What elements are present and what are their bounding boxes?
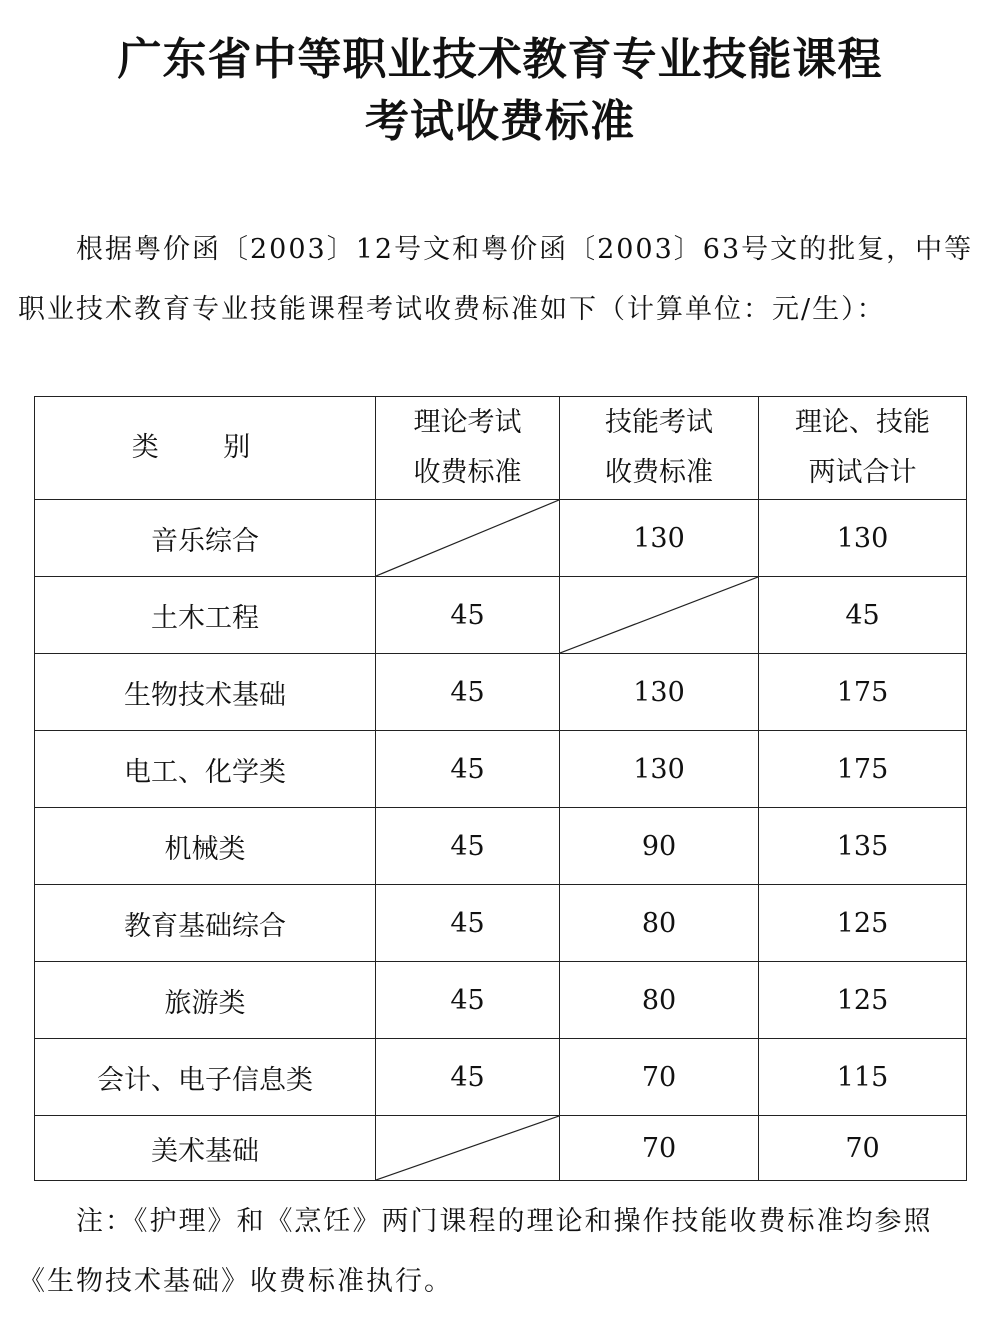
diagonal-slash xyxy=(560,577,758,653)
header-category: 类 别 xyxy=(35,397,376,500)
cell-total: 175 xyxy=(759,654,967,731)
page-title-line1: 广东省中等职业技术教育专业技能课程 xyxy=(117,34,883,85)
table-row xyxy=(35,885,967,962)
empty-cell-diagonal xyxy=(376,500,560,577)
cell-category: 机械类 xyxy=(35,808,376,885)
cell-total: 115 xyxy=(759,1039,967,1116)
cell-skill: 70 xyxy=(560,1116,759,1181)
header-skill-fee: 技能考试 收费标准 xyxy=(560,397,759,500)
cell-theory: 45 xyxy=(376,808,560,885)
cell-category: 音乐综合 xyxy=(35,500,376,577)
empty-cell-diagonal xyxy=(560,577,759,654)
header-theory-fee: 理论考试 收费标准 xyxy=(376,397,560,500)
table-row xyxy=(35,500,967,577)
cell-theory: 45 xyxy=(376,962,560,1039)
cell-total: 125 xyxy=(759,885,967,962)
diagonal-slash xyxy=(376,1116,559,1180)
page-title-line2: 考试收费标准 xyxy=(365,96,635,147)
cell-skill: 80 xyxy=(560,885,759,962)
table-body xyxy=(35,500,967,1181)
table-row xyxy=(35,731,967,808)
table-row xyxy=(35,1039,967,1116)
table-row xyxy=(35,1116,967,1181)
table-row xyxy=(35,577,967,654)
cell-total: 175 xyxy=(759,731,967,808)
table-header-row xyxy=(35,397,967,500)
cell-category: 土木工程 xyxy=(35,577,376,654)
cell-theory: 45 xyxy=(376,654,560,731)
header-total-fee: 理论、技能 两试合计 xyxy=(759,397,967,500)
cell-theory: 45 xyxy=(376,731,560,808)
cell-total: 135 xyxy=(759,808,967,885)
table-row xyxy=(35,808,967,885)
empty-cell-diagonal xyxy=(376,1116,560,1181)
cell-skill: 90 xyxy=(560,808,759,885)
cell-category: 美术基础 xyxy=(35,1116,376,1181)
cell-skill: 130 xyxy=(560,654,759,731)
footnote: 注：《护理》和《烹饪》两门课程的理论和操作技能收费标准均参照《生物技术基础》收费标准执行。 xyxy=(18,1206,933,1297)
cell-total: 70 xyxy=(759,1116,967,1181)
cell-theory: 45 xyxy=(376,1039,560,1116)
cell-total: 125 xyxy=(759,962,967,1039)
cell-skill: 70 xyxy=(560,1039,759,1116)
fee-table xyxy=(34,396,967,1181)
cell-skill: 80 xyxy=(560,962,759,1039)
table-row xyxy=(35,654,967,731)
cell-theory: 45 xyxy=(376,885,560,962)
cell-category: 生物技术基础 xyxy=(35,654,376,731)
cell-skill: 130 xyxy=(560,731,759,808)
cell-category: 教育基础综合 xyxy=(35,885,376,962)
diagonal-slash xyxy=(376,500,559,576)
cell-total: 130 xyxy=(759,500,967,577)
table-row xyxy=(35,962,967,1039)
cell-skill: 130 xyxy=(560,500,759,577)
cell-category: 会计、电子信息类 xyxy=(35,1039,376,1116)
intro-paragraph: 根据粤价函〔2003〕12号文和粤价函〔2003〕63号文的批复，中等职业技术教育专业技能课程考试收费标准如下（计算单位：元/生）： xyxy=(18,234,974,325)
cell-category: 电工、化学类 xyxy=(35,731,376,808)
cell-category: 旅游类 xyxy=(35,962,376,1039)
cell-theory: 45 xyxy=(376,577,560,654)
cell-total: 45 xyxy=(759,577,967,654)
